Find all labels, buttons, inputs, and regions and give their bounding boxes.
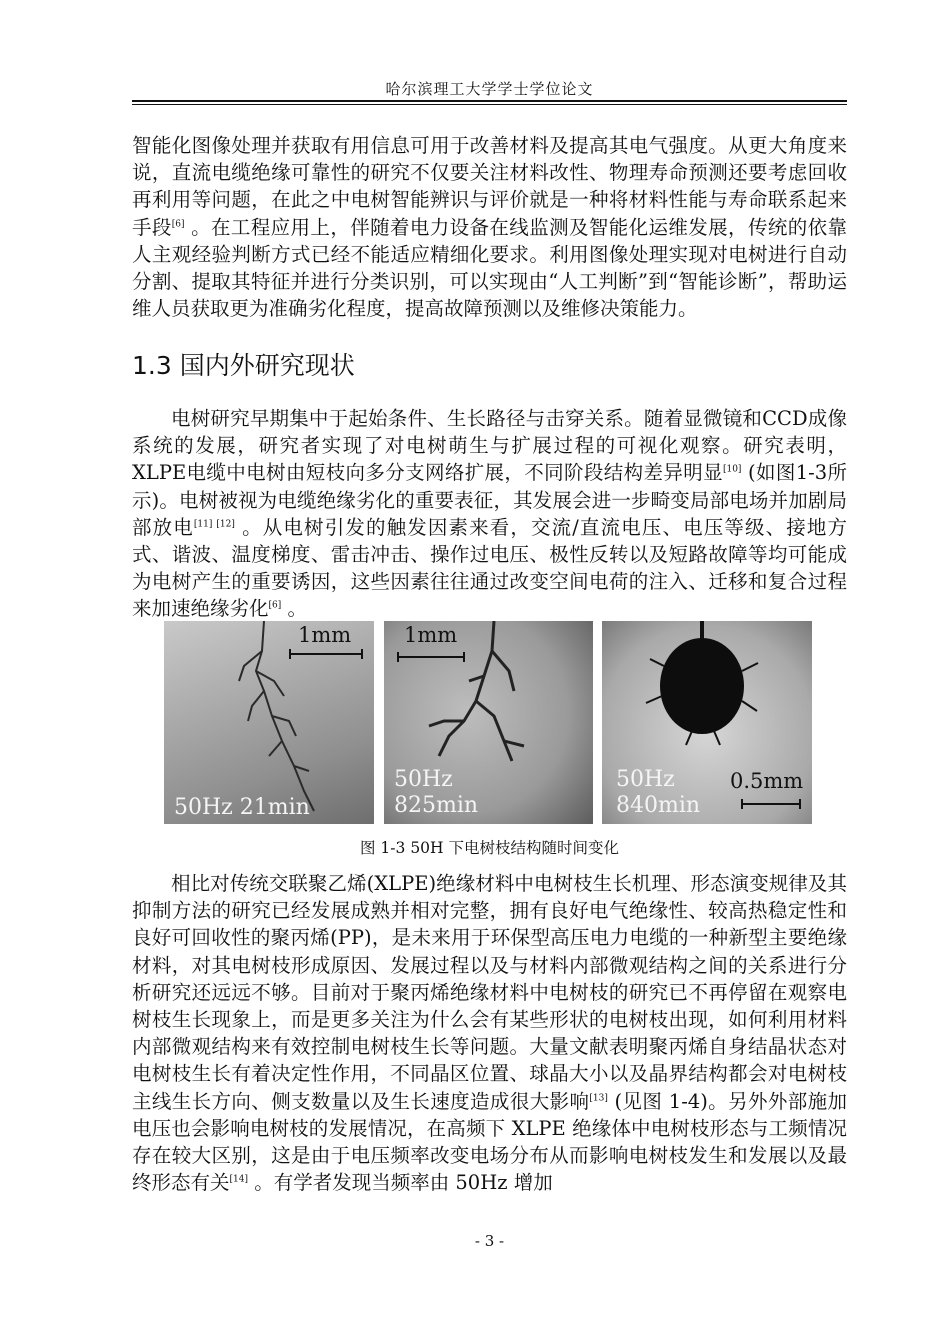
running-header: 哈尔滨理工大学学士学位论文 [385, 80, 594, 98]
figure-panel-840min [602, 621, 812, 824]
panel-label: 50Hz 825min [394, 767, 479, 818]
scale-label: 0.5mm [730, 769, 804, 793]
paragraph-text: 。在工程应用上，伴随着电力设备在线监测及智能化运维发展，传统的依靠人主观经验判断方式已经不能适应精细化要求。利用图像处理实现对电树进行自动分割、提取其特征并进行分类识别，可以实现由“人工判断”到“智能诊断”，帮助运维人员获取更为准确劣化程度，提高故障预测以及维修决策能力。 [132, 215, 847, 321]
paragraph-intro [132, 132, 847, 322]
paragraph-research [132, 405, 847, 623]
panel-label: 50Hz 21min [174, 795, 310, 820]
citation: [11] [12] [193, 519, 235, 530]
scale-label: 1mm [404, 623, 458, 647]
figure-panel-21min [164, 621, 374, 824]
page-number: - 3 - [474, 1232, 505, 1250]
paragraph-text: 。从电树引发的触发因素来看，交流/直流电压、电压等级、接地方式、谐波、温度梯度、雷击冲击、操作过电压、极性反转以及短路故障等均可能成为电树产生的重要诱因，这些因素往往通过改变空间电荷的注入、迁移和复合过程来加速绝缘劣化 [132, 515, 847, 621]
citation: [14] [229, 1174, 248, 1185]
electrical-tree-image [164, 621, 374, 824]
paragraph-text: 。有学者发现当频率由 50Hz 增加 [248, 1171, 553, 1195]
section-heading: 1.3 国内外研究现状 [132, 351, 355, 380]
paragraph-text: 智能化图像处理并获取有用信息可用于改善材料及提高其电气强度。从更大角度来说，直流电缆绝缘可靠性的研究不仅要关注材料改性、物理寿命预测还要考虑回收再利用等问题，在此之中电树智能辨识与评价就是一种将材料性能与寿命联系起来手段 [132, 134, 847, 239]
paragraph-text: (见图 1-4)。另外外部施加电压也会影响电树枝的发展情况，在高频下 XLPE 绝缘体中电树枝形态与工频情况存在较大区别，这是由于电压频率改变电场分布从而影响电树枝发生和发展以及最终形态有关 [132, 1089, 847, 1195]
figure-caption: 图 1-3 50H 下电树枝结构随时间变化 [360, 839, 619, 857]
citation: [13] [589, 1093, 608, 1104]
figure-panel-825min [384, 621, 593, 824]
paragraph-pp-research [132, 870, 847, 1196]
scale-label: 1mm [298, 623, 352, 647]
header-rule-thin [132, 104, 847, 105]
panel-label: 50Hz 840min [616, 767, 701, 818]
citation: [6] [268, 600, 282, 611]
paragraph-text: (如图1-3所示)。电树被视为电缆绝缘劣化的重要表征，其发展会进一步畸变局部电场并加剧局部放电 [132, 461, 847, 539]
header-rule-thick [132, 100, 847, 102]
paragraph-text: 。 [281, 597, 307, 621]
citation: [10] [722, 464, 742, 475]
paragraph-text: 电树研究早期集中于起始条件、生长路径与击穿关系。随着显微镜和CCD成像系统的发展，研究者实现了对电树萌生与扩展过程的可视化观察。研究表明，XLPE电缆中电树由短枝向多分支网络扩展，不同阶段结构差异明显 [132, 407, 847, 485]
paragraph-text: 相比对传统交联聚乙烯(XLPE)绝缘材料中电树枝生长机理、形态演变规律及其抑制方法的研究已经发展成熟并相对完整，拥有良好电气绝缘性、较高热稳定性和良好可回收性的聚丙烯(PP)，是未来用于环保型高压电力电缆的一种新型主要绝缘材料，对其电树枝形成原因、发展过程以及与材料内部微观结构之间的关系进行分析研究还远远不够。目前对于聚丙烯绝缘材料中电树枝的研究已不再停留在观察电树枝生长现象上，而是更多关注为什么会有某些形状的电树枝出现，如何利用材料内部微观结构来有效控制电树枝生长等问题。大量文献表明聚丙烯自身结晶状态对电树枝生长有着决定性作用，不同晶区位置、球晶大小以及晶界结构都会对电树枝主线生长方向、侧支数量以及生长速度造成很大影响 [132, 872, 847, 1113]
citation: [6] [171, 219, 185, 230]
